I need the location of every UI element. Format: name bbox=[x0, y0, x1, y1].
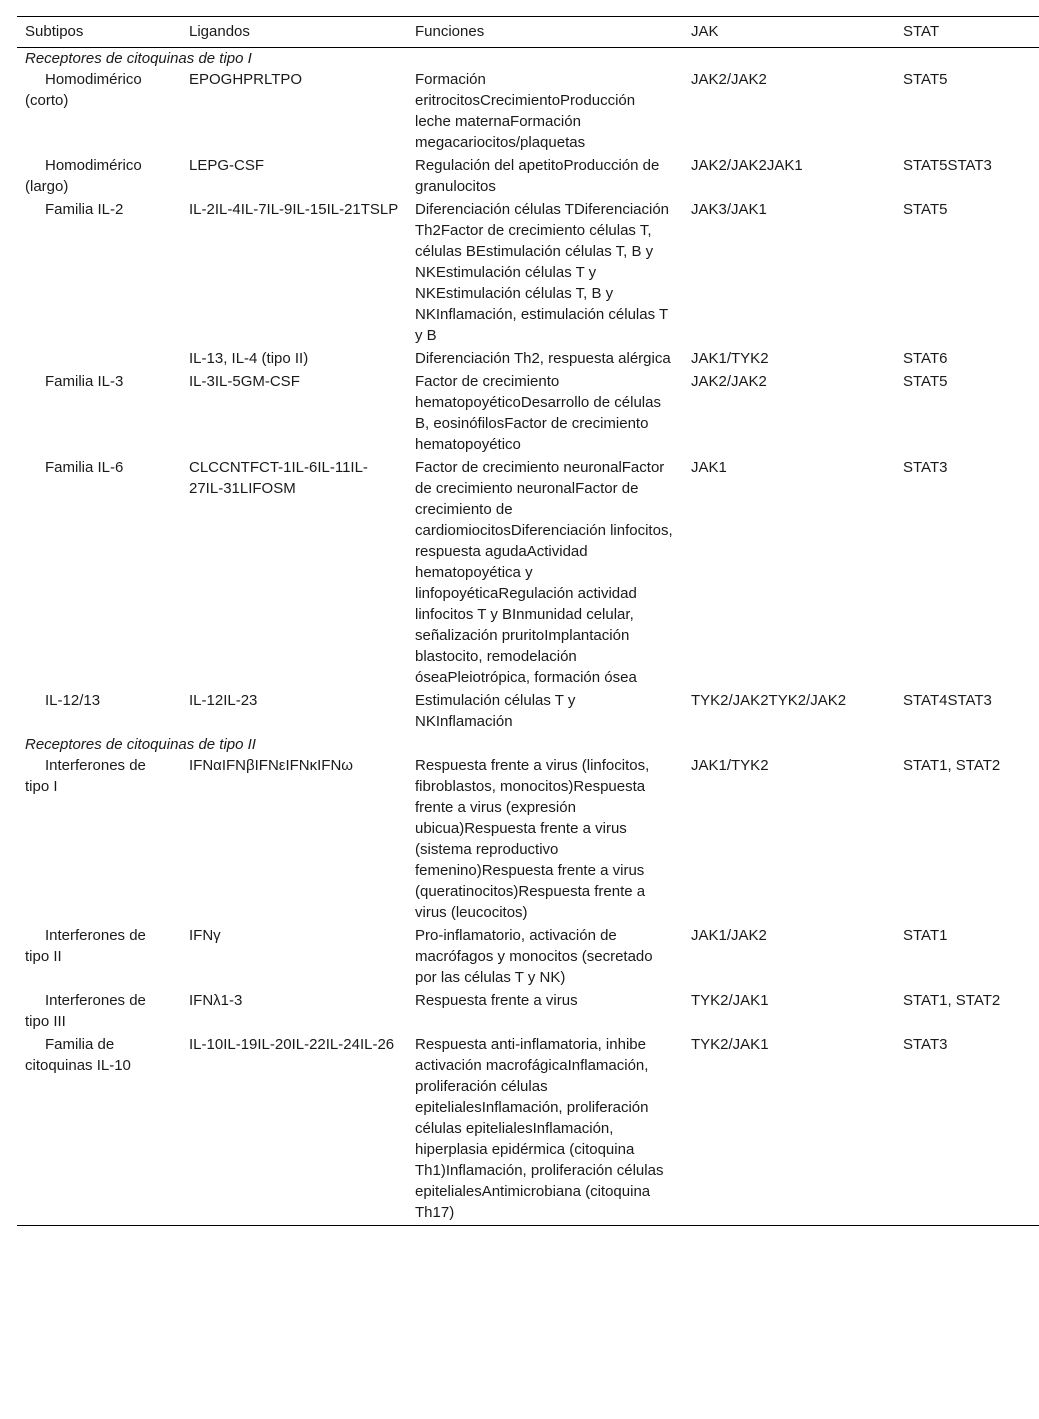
cell-subtipo: Interferones de tipo III bbox=[25, 992, 146, 1030]
cell-subtipo: Homodimérico (largo) bbox=[25, 157, 142, 195]
cell-ligandos: CLCCNTFCT-1IL-6IL-11IL-27IL-31LIFOSM bbox=[189, 459, 368, 497]
cell-jak: TYK2/JAK2TYK2/JAK2 bbox=[691, 692, 847, 709]
cell-stat: STAT3 bbox=[903, 459, 948, 476]
cell-ligandos: IFNλ1-3 bbox=[189, 992, 243, 1009]
cell-stat: STAT5 bbox=[903, 71, 948, 88]
cell-ligandos: LEPG-CSF bbox=[189, 157, 265, 174]
cell-funciones: Factor de crecimiento hematopoyéticoDesarrollo de células B, eosinófilosFactor de crecimiento hematopoyético bbox=[415, 373, 661, 453]
cell-funciones: Regulación del apetitoProducción de granulocitos bbox=[415, 157, 660, 195]
cytokine-receptor-table-container bbox=[17, 16, 1039, 1226]
cell-subtipo: IL-12/13 bbox=[45, 692, 101, 709]
cell-stat: STAT6 bbox=[903, 350, 948, 367]
cell-subtipo: Familia IL-2 bbox=[45, 201, 124, 218]
cell-stat: STAT5 bbox=[903, 201, 948, 218]
cell-funciones: Formación eritrocitosCrecimientoProducción leche maternaFormación megacariocitos/plaquetas bbox=[415, 71, 636, 151]
table-row bbox=[17, 990, 1039, 1034]
cell-ligandos: IL-10IL-19IL-20IL-22IL-24IL-26 bbox=[189, 1036, 395, 1053]
table-row bbox=[17, 457, 1039, 690]
cell-stat: STAT1 bbox=[903, 927, 948, 944]
section-row bbox=[17, 734, 1039, 755]
cell-ligandos: IL-13, IL-4 (tipo II) bbox=[189, 350, 309, 367]
cell-jak: TYK2/JAK1 bbox=[691, 1036, 769, 1053]
cell-subtipo: Familia de citoquinas IL-10 bbox=[25, 1036, 131, 1074]
cell-jak: JAK2/JAK2 bbox=[691, 71, 767, 88]
cell-funciones: Respuesta frente a virus (linfocitos, fibroblastos, monocitos)Respuesta frente a virus (expresión ubicua)Respuesta frente a virus (sistema reproductivo femenino)Respuesta frente a virus (queratinocitos)Respuesta frente a virus (leucocitos) bbox=[415, 757, 650, 921]
cell-funciones: Respuesta anti-inflamatoria, inhibe activación macrofágicaInflamación, proliferación células epitelialesInflamación, proliferación células epitelialesInflamación, hiperplasia epidérmica (citoquina Th1)Inflamación, proliferación células epitelialesAntimicrobiana (citoquina Th17) bbox=[415, 1036, 664, 1221]
cell-stat: STAT1, STAT2 bbox=[903, 757, 1001, 774]
cell-subtipo bbox=[17, 348, 181, 371]
cell-ligandos: IFNγ bbox=[189, 927, 221, 944]
table-row bbox=[17, 690, 1039, 734]
table-header-row bbox=[17, 17, 1039, 48]
table-row bbox=[17, 1034, 1039, 1226]
cell-stat: STAT5 bbox=[903, 373, 948, 390]
cell-ligandos: IL-2IL-4IL-7IL-9IL-15IL-21TSLP bbox=[189, 201, 399, 218]
cell-subtipo: Familia IL-6 bbox=[45, 459, 124, 476]
cell-jak: JAK2/JAK2JAK1 bbox=[691, 157, 803, 174]
cell-funciones: Factor de crecimiento neuronalFactor de crecimiento neuronalFactor de crecimiento de cardiomiocitosDiferenciación linfocitos, respuesta agudaActividad hematopoyética y linfopoyéticaRegulación actividad linfocitos T y BInmunidad celular, señalización pruritoImplantación blastocito, remodelación óseaPleiotrópica, formación ósea bbox=[415, 459, 673, 686]
cell-funciones: Estimulación células T y NKInflamación bbox=[415, 692, 576, 730]
cell-funciones: Pro-inflamatorio, activación de macrófagos y monocitos (secretado por las células T y NK) bbox=[415, 927, 653, 986]
cell-jak: JAK2/JAK2 bbox=[691, 373, 767, 390]
section-title: Receptores de citoquinas de tipo II bbox=[25, 736, 256, 753]
table-row bbox=[17, 371, 1039, 457]
section-row bbox=[17, 48, 1039, 70]
header-stat: STAT bbox=[903, 23, 940, 40]
cell-jak: TYK2/JAK1 bbox=[691, 992, 769, 1009]
cell-stat: STAT1, STAT2 bbox=[903, 992, 1001, 1009]
header-subtipos: Subtipos bbox=[25, 23, 84, 40]
cell-jak: JAK1 bbox=[691, 459, 727, 476]
table-row bbox=[17, 199, 1039, 348]
header-ligandos: Ligandos bbox=[189, 23, 250, 40]
cell-ligandos: IFNαIFNβIFNεIFNκIFNω bbox=[189, 757, 354, 774]
cytokine-receptor-table bbox=[17, 16, 1039, 1226]
cell-ligandos: IL-12IL-23 bbox=[189, 692, 258, 709]
cell-subtipo: Interferones de tipo II bbox=[25, 927, 146, 965]
cell-funciones: Respuesta frente a virus bbox=[415, 992, 578, 1009]
table-row bbox=[17, 755, 1039, 925]
cell-stat: STAT3 bbox=[903, 1036, 948, 1053]
header-jak: JAK bbox=[691, 23, 719, 40]
cell-subtipo: Homodimérico (corto) bbox=[25, 71, 142, 109]
header-funciones: Funciones bbox=[415, 23, 485, 40]
cell-funciones: Diferenciación Th2, respuesta alérgica bbox=[415, 350, 671, 367]
table-row bbox=[17, 925, 1039, 990]
cell-ligandos: IL-3IL-5GM-CSF bbox=[189, 373, 300, 390]
table-row bbox=[17, 348, 1039, 371]
table-row bbox=[17, 69, 1039, 155]
cell-stat: STAT4STAT3 bbox=[903, 692, 992, 709]
section-title: Receptores de citoquinas de tipo I bbox=[25, 50, 252, 67]
cell-subtipo: Interferones de tipo I bbox=[25, 757, 146, 795]
cell-jak: JAK3/JAK1 bbox=[691, 201, 767, 218]
table-row bbox=[17, 155, 1039, 199]
cell-stat: STAT5STAT3 bbox=[903, 157, 992, 174]
cell-jak: JAK1/TYK2 bbox=[691, 350, 769, 367]
cell-subtipo: Familia IL-3 bbox=[45, 373, 124, 390]
cell-jak: JAK1/JAK2 bbox=[691, 927, 767, 944]
cell-jak: JAK1/TYK2 bbox=[691, 757, 769, 774]
cell-funciones: Diferenciación células TDiferenciación Th2Factor de crecimiento células T, células BEstimulación células T, B y NKEstimulación células T y NKEstimulación células T, B y NKInflamación, estimulación células T y B bbox=[415, 201, 670, 344]
cell-ligandos: EPOGHPRLTPO bbox=[189, 71, 303, 88]
